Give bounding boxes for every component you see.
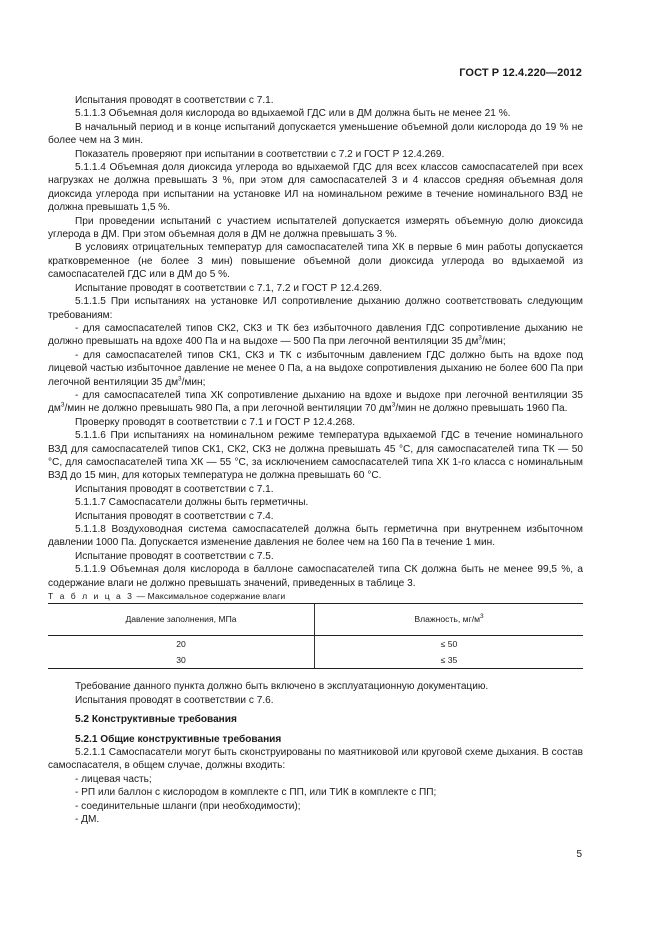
- column-header-humidity: Влажность, $мг/м^3$: [315, 604, 584, 636]
- table-row: [48, 652, 583, 669]
- paragraph: Испытания проводят в соответствии с 7.1.: [75, 483, 274, 495]
- section-heading-5-2-1: 5.2.1 Общие конструктивные требования: [75, 733, 282, 745]
- cell-pressure: 20: [48, 636, 315, 653]
- table-label: Т а б л и ц а 3: [48, 591, 134, 602]
- list-item: - для самоспасателей типов СК2, СК3 и ТК без избыточного давления ГДС сопротивление дыханию не должно превышать на вдохе 400 Па и на выдохе — 500 Па при легочной вентиляции 35 $дм^3$/мин;: [48, 322, 583, 348]
- paragraph: 5.1.1.8 Воздуховодная система самоспасателей должна быть герметична при внутреннем избыточном давлении 1000 Па. Допускается изменение давления не более чем на 160 Па в течение 1 мин.: [48, 524, 583, 549]
- list-item: - для самоспасателей типов СК1, СК3 и ТК с избыточным давлением ГДС должно быть на вдохе под лицевой частью избыточное давление не менее 0 Па, а на выдохе сопротивления дыханию не более 600 Па при легочной вентиляции 35 $дм^3$/мин;: [48, 349, 583, 388]
- cell-pressure: 30: [48, 652, 315, 669]
- paragraph: Испытание проводят в соответствии с 7.5.: [75, 550, 274, 562]
- paragraph: 5.1.1.5 При испытаниях на установке ИЛ сопротивление дыханию должно соответствовать следующим требованиям:: [48, 296, 583, 321]
- list-item: - для самоспасателей типа ХК сопротивление дыханию на вдохе и выдохе при легочной вентиляции 35 $дм^3$/мин не должно превышать 980 Па, а при легочной вентиляции 70 $дм^3$/мин не должно превышать 1960 Па.: [48, 389, 583, 415]
- paragraph: При проведении испытаний с участием испытателей допускается измерять объемную долю диоксида углерода в ДМ. При этом объемная доля в ДМ не должна превышать 3 %.: [48, 215, 583, 241]
- document-header: ГОСТ Р 12.4.220—2012: [459, 67, 582, 79]
- paragraph: Проверку проводят в соответствии с 7.1 и ГОСТ Р 12.4.268.: [75, 416, 355, 428]
- paragraph: 5.1.1.4 Объемная доля диоксида углерода во вдыхаемой ГДС для всех классов самоспасателей при всех нагрузках не должна превышать 3 %, при этом для самоспасателей 3 и 4 классов средняя объемная доля диоксида углерода при испытании на установке ИЛ на номинальном режиме в течение номинального ВЗД не должна превышать 1,5 %.: [48, 162, 583, 214]
- cell-humidity: ≤ 50: [315, 636, 584, 653]
- cell-humidity: ≤ 35: [315, 652, 584, 669]
- table-header-row: [48, 604, 583, 636]
- table-caption: Т а б л и ц а 3 — Максимальное содержание влаги: [48, 591, 286, 602]
- paragraph: Испытания проводят в соответствии с 7.1.: [75, 95, 274, 106]
- page-number: 5: [576, 849, 582, 860]
- paragraph: 5.1.1.3 Объемная доля кислорода во вдыхаемой ГДС или в ДМ должна быть не менее 21 %.: [75, 108, 511, 120]
- paragraph: Требование данного пункта должно быть включено в эксплуатационную документацию.: [75, 681, 489, 693]
- section-heading-5-2: 5.2 Конструктивные требования: [75, 714, 237, 726]
- table-title: Максимальное содержание влаги: [147, 591, 286, 602]
- paragraph: В начальный период и в конце испытаний допускается уменьшение объемной доли кислорода до 19 % не более чем на 3 мин.: [48, 121, 583, 147]
- list-item: - РП или баллон с кислородом в комплекте с ПП, или ТИК в комплекте с ПП;: [75, 787, 437, 799]
- paragraph: Показатель проверяют при испытании в соответствии с 7.2 и ГОСТ Р 12.4.269.: [75, 148, 445, 160]
- paragraph: 5.1.1.6 При испытаниях на номинальном режиме температура вдыхаемой ГДС в течение номинального ВЗД для самоспасателей типов СК1, СК2, СК3 не должна превышать 45 °С, для самоспасателей типа ТК — 50 °С, для самоспасателей типа ХК — 55 °С, за исключением самоспасателей типа ХК 1-го класса с номинальным ВЗД до 15 мин, для которых температура не должна превышать 60 °С.: [48, 430, 583, 482]
- paragraph: 5.1.1.7 Самоспасатели должны быть герметичны.: [75, 497, 309, 509]
- moisture-table: [48, 603, 583, 669]
- paragraph: В условиях отрицательных температур для самоспасателей типа ХК в первые 6 мин работы допускается кратковременное (не более 3 мин) повышение объемной доли диоксида углерода во вдыхаемой из самоспасателей ГДС или в ДМ до 5 %.: [48, 242, 583, 281]
- list-item: - лицевая часть;: [75, 773, 152, 785]
- document-body: [48, 94, 583, 827]
- list-item: - ДМ.: [75, 814, 100, 826]
- paragraph: 5.1.1.9 Объемная доля кислорода в баллоне самоспасателей типа СК должна быть не менее 99,5 %, а содержание влаги не должно превышать значений, приведенных в таблице 3.: [48, 564, 583, 589]
- paragraph: Испытания проводят в соответствии с 7.6.: [75, 694, 274, 706]
- paragraph: Испытания проводят в соответствии с 7.4.: [75, 510, 274, 522]
- table-row: [48, 636, 583, 653]
- column-header-pressure: Давление заполнения, МПа: [48, 604, 315, 636]
- paragraph: Испытание проводят в соответствии с 7.1, 7.2 и ГОСТ Р 12.4.269.: [75, 282, 383, 294]
- list-item: - соединительные шланги (при необходимости);: [75, 800, 301, 812]
- paragraph: 5.2.1.1 Самоспасатели могут быть сконструированы по маятниковой или круговой схеме дыхания. В состав самоспасателя, в общем случае, должны входить:: [48, 747, 583, 772]
